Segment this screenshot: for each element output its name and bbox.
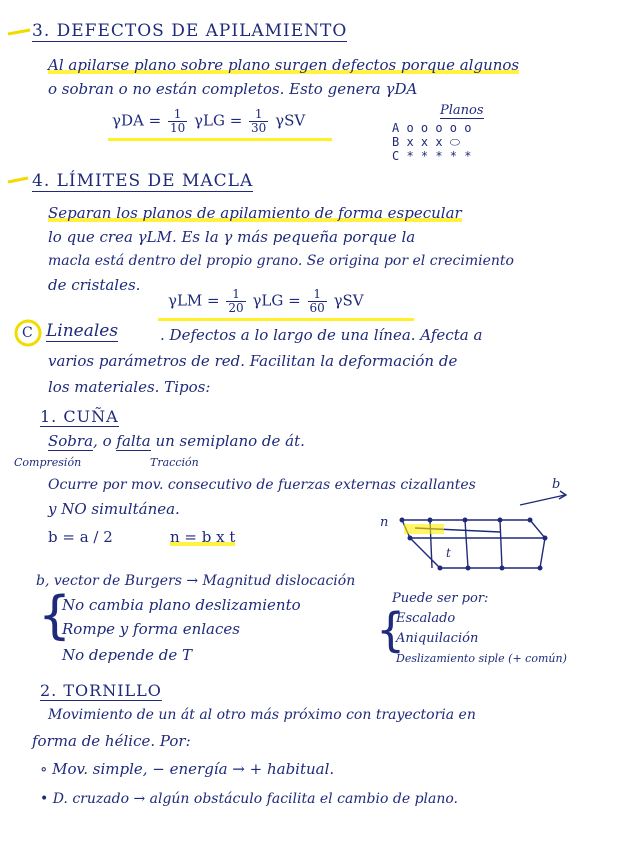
section-4-line-3: macla está dentro del propio grano. Se origina por el crecimiento	[48, 253, 514, 269]
tornillo-bullet-1: ∘ Mov. simple, − energía → + habitual.	[40, 760, 335, 778]
planes-row-b: B x x x ⬭	[392, 135, 461, 149]
section-3-title: 3. DEFECTOS DE APILAMIENTO	[32, 21, 348, 41]
puede-3: Deslizamiento siple (+ común)	[396, 652, 567, 665]
prop-3: No depende de T	[62, 646, 193, 664]
highlight-bar	[158, 318, 414, 321]
section-3-formula: γDA = $\frac{1}{10}$ γLG = $\frac{1}{30}$ γSV	[112, 107, 306, 135]
label-compresion: Compresión	[14, 456, 82, 469]
planes-row-a: A o o o o o	[392, 121, 472, 135]
lineales-title: Lineales	[46, 321, 119, 341]
left-brace: {	[38, 586, 72, 646]
puede-1: Escalado	[396, 611, 456, 626]
cuna-line-3: y NO simultánea.	[48, 500, 180, 518]
diagram-label-t: t	[446, 546, 451, 560]
planes-label: Planos	[440, 103, 484, 118]
puede-title: Puede ser por:	[392, 591, 489, 606]
section-4-title: 4. LÍMITES DE MACLA	[32, 171, 254, 191]
tornillo-line-1: Movimiento de un át al otro más próximo con trayectoria en	[48, 707, 476, 723]
puede-2: Aniquilación	[396, 631, 479, 646]
planes-row-c: C * * * * *	[392, 149, 472, 163]
lineales-line-2: varios parámetros de red. Facilitan la deformación de	[48, 352, 458, 370]
lineales-marker: C	[22, 325, 33, 341]
cuna-line-1: Sobra, o falta un semiplano de át.	[48, 432, 305, 450]
section-3-line-2: o sobran o no están completos. Esto genera γDA	[48, 80, 418, 98]
cuna-line-2: Ocurre por mov. consecutivo de fuerzas externas cizallantes	[48, 477, 476, 493]
highlight-bar	[108, 138, 332, 141]
cuna-title: 1. CUÑA	[40, 407, 119, 426]
prop-2: Rompe y forma enlaces	[62, 620, 240, 638]
tornillo-bullet-2: • D. cruzado → algún obstáculo facilita el cambio de plano.	[40, 791, 459, 807]
section-4-line-2: lo que crea γLM. Es la γ más pequeña porque la	[48, 228, 416, 246]
cuna-eq-n: n = b x t	[170, 528, 236, 546]
tornillo-title: 2. TORNILLO	[40, 681, 162, 700]
prop-1: No cambia plano deslizamiento	[62, 596, 301, 614]
section-3-line-1: Al apilarse plano sobre plano surgen defectos porque algunos	[48, 56, 520, 74]
label-traccion: Tracción	[150, 456, 199, 469]
section-4-line-1: Separan los planos de apilamiento de forma especular	[48, 204, 462, 222]
lineales-line-3: los materiales. Tipos:	[48, 378, 211, 396]
diagram-label-b: b	[552, 477, 561, 492]
diagram-label-n: n	[380, 515, 389, 530]
right-brace: {	[376, 603, 406, 657]
section-4-line-4: de cristales.	[48, 276, 141, 294]
lineales-line-1: . Defectos a lo largo de una línea. Afecta a	[160, 326, 483, 344]
burgers-line: b, vector de Burgers → Magnitud dislocación	[36, 573, 356, 589]
cuna-eq-b: b = a / 2	[48, 528, 113, 546]
section-4-formula: γLM = $\frac{1}{20}$ γLG = $\frac{1}{60}$ γSV	[168, 287, 364, 315]
tornillo-line-2: forma de hélice. Por:	[32, 732, 191, 750]
